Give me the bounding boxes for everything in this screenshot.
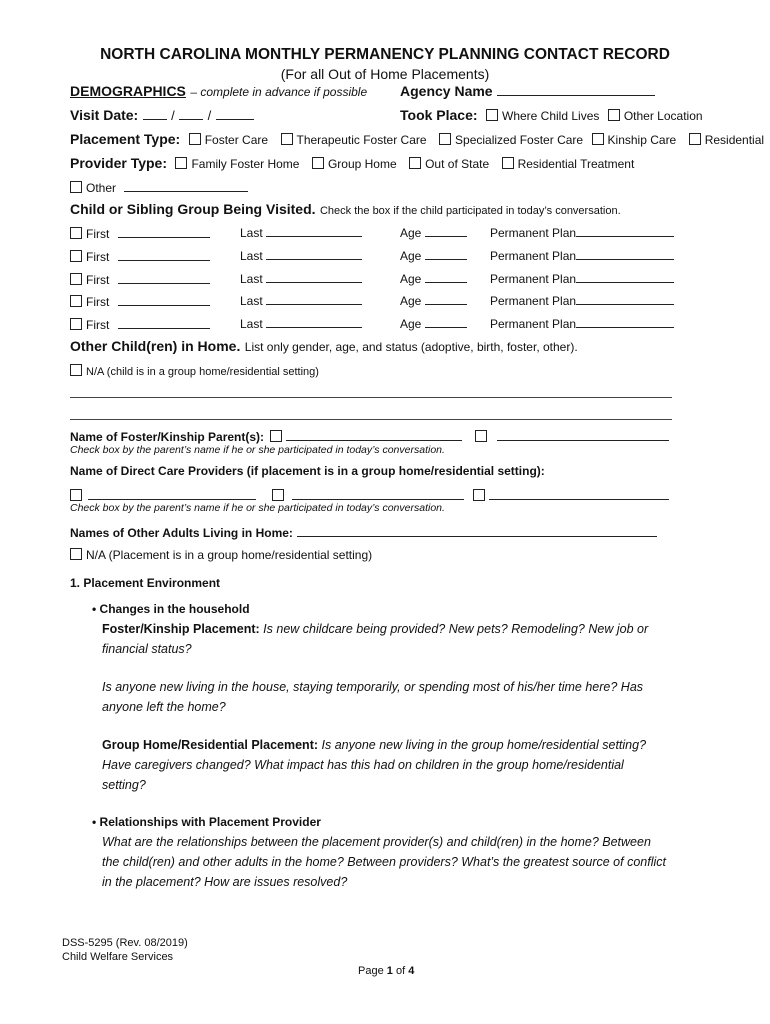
specialized-foster-care-checkbox[interactable] [439,133,451,145]
therapeutic-foster-care-checkbox[interactable] [281,133,293,145]
date-separator: / [207,108,212,123]
other-children-field-line[interactable] [70,397,672,398]
first-name-field[interactable] [118,226,210,238]
direct-care-3-field[interactable] [489,488,669,500]
permanent-plan-cell [490,293,674,308]
group-home-text-cont: Have caregivers changed? What impact has this had on children in the group home/residential [102,758,624,772]
out-of-state-label: Out of State [425,157,490,171]
foster-kinship-label: Foster/Kinship Placement: [102,622,260,636]
last-name-cell [240,293,362,308]
child-row [70,248,210,266]
relationships-text-cont: the child(ren) and other adults in the home? Between providers? What’s the greatest source of conflict [102,855,666,869]
permanent-plan-label: Permanent Plan [490,226,577,240]
date-separator: / [171,108,175,123]
provider-type-row [70,155,634,173]
visit-date-label: Visit Date: [70,107,139,123]
first-name-field[interactable] [118,317,210,329]
specialized-foster-care-label: Specialized Foster Care [455,133,584,147]
age-field[interactable] [425,225,467,237]
permanent-plan-field[interactable] [576,293,674,305]
group-home-text-cont: setting? [102,778,146,792]
permanent-plan-label: Permanent Plan [490,317,577,331]
child-participated-checkbox[interactable] [70,273,82,285]
department: Child Welfare Services [62,951,174,963]
last-name-cell [240,271,362,286]
group-home-question [102,735,646,755]
relationships-title: Relationships with Placement Provider [99,815,321,829]
bullet-icon: • [92,815,97,829]
direct-care-1-checkbox[interactable] [70,489,82,501]
first-name-label: First [86,250,110,264]
first-name-field[interactable] [118,294,210,306]
demographics-label: DEMOGRAPHICS [70,83,186,99]
visit-day-field[interactable] [179,108,203,120]
direct-care-1-field[interactable] [88,488,256,500]
provider-other-field[interactable] [124,180,248,192]
placement-type-label: Placement Type: [70,131,181,147]
age-cell [400,248,467,263]
bullet-icon: • [92,602,97,616]
where-child-lives-checkbox[interactable] [486,109,498,121]
kinship-care-label: Kinship Care [607,133,677,147]
foster-parent-2-checkbox[interactable] [475,430,487,442]
child-participated-checkbox[interactable] [70,295,82,307]
age-label: Age [400,272,422,286]
agency-name-label: Agency Name [400,83,493,99]
permanent-plan-cell [490,316,674,331]
permanent-plan-field[interactable] [576,316,674,328]
last-name-field[interactable] [266,316,362,328]
foster-kinship-text-cont: financial status? [102,642,192,656]
other-children-note: List only gender, age, and status (adoptive, birth, foster, other). [244,340,578,354]
other-adults-label: Names of Other Adults Living in Home: [70,526,293,540]
foster-care-label: Foster Care [204,133,269,147]
other-children-na-label: N/A (child is in a group home/residential setting) [86,366,319,378]
other-children-na-row [70,362,319,380]
foster-parent-1-checkbox[interactable] [270,430,282,442]
permanent-plan-cell [490,225,674,240]
other-adults-field[interactable] [297,525,657,537]
agency-name-field[interactable] [497,84,655,96]
first-name-label: First [86,295,110,309]
residential-label: Residential [704,133,765,147]
residential-checkbox[interactable] [689,133,701,145]
family-foster-home-label: Family Foster Home [191,157,300,171]
other-location-label: Other Location [623,109,703,123]
visit-year-field[interactable] [216,108,254,120]
page-current: 1 [386,965,393,977]
section-1-heading: 1. Placement Environment [70,576,221,590]
direct-care-label: Name of Direct Care Providers (if placement is in a group home/residential setting): [70,464,545,478]
foster-parent-1-field[interactable] [286,429,462,441]
page-of: of [395,965,406,977]
child-group-note: Check the box if the child participated in today’s conversation. [319,205,621,217]
placement-type-row [70,131,764,149]
residential-treatment-label: Residential Treatment [517,157,635,171]
permanent-plan-label: Permanent Plan [490,249,577,263]
age-field[interactable] [425,248,467,260]
foster-kinship-text: Is new childcare being provided? New pets? Remodeling? New job or [263,622,649,636]
group-home-label: Group Home/Residential Placement: [102,738,319,752]
first-name-label: First [86,273,110,287]
age-label: Age [400,249,422,263]
residential-treatment-checkbox[interactable] [502,157,514,169]
other-children-label: Other Child(ren) in Home. [70,338,241,354]
changes-household-title: Changes in the household [99,602,250,616]
foster-parent-2-field[interactable] [497,429,669,441]
first-name-label: First [86,318,110,332]
relationships-text: What are the relationships between the placement provider(s) and child(ren) in the home? Between [102,835,651,849]
child-participated-checkbox[interactable] [70,250,82,262]
first-name-field[interactable] [118,272,210,284]
foster-parents-label: Name of Foster/Kinship Parent(s): [70,430,265,444]
form-subtitle: (For all Out of Home Placements) [280,66,490,82]
child-row [70,316,210,334]
last-name-field[interactable] [266,248,362,260]
permanent-plan-cell [490,271,674,286]
group-home-label: Group Home [327,157,397,171]
direct-care-2-checkbox[interactable] [272,489,284,501]
last-name-cell [240,248,362,263]
first-name-field[interactable] [118,249,210,261]
page-total: 4 [408,965,415,977]
other-adults-na-label: N/A (Placement is in a group home/residential setting) [86,548,373,562]
other-adults-row [70,524,657,542]
bullet-changes-household [92,602,250,616]
age-cell [400,316,467,331]
demographics-note: – complete in advance if possible [190,85,368,99]
direct-care-3-checkbox[interactable] [473,489,485,501]
took-place-row [400,107,703,125]
foster-parents-note: Check box by the parent’s name if he or she participated in today’s conversation. [70,444,445,456]
out-of-state-checkbox[interactable] [409,157,421,169]
permanent-plan-label: Permanent Plan [490,294,577,308]
child-group-label: Child or Sibling Group Being Visited. [70,201,316,217]
first-name-label: First [86,227,110,241]
age-cell [400,225,467,240]
form-title: NORTH CAROLINA MONTHLY PERMANENCY PLANNING CONTACT RECORD [100,46,670,63]
age-field[interactable] [425,316,467,328]
took-place-label: Took Place: [400,107,478,123]
provider-other-label: Other [86,181,117,195]
other-children-header [70,338,578,356]
permanent-plan-label: Permanent Plan [490,272,577,286]
family-foster-home-checkbox[interactable] [175,157,187,169]
bullet-relationships [92,815,321,829]
demographics-header [70,83,367,101]
permanent-plan-cell [490,248,674,263]
visit-month-field[interactable] [143,108,167,120]
form-id: DSS-5295 (Rev. 08/2019) [62,937,188,949]
other-adults-na-row [70,546,372,564]
last-name-label: Last [240,317,263,331]
last-name-label: Last [240,294,263,308]
last-name-field[interactable] [266,271,362,283]
last-name-cell [240,225,362,240]
child-participated-checkbox[interactable] [70,318,82,330]
new-residents-question-cont: anyone left the home? [102,700,226,714]
direct-care-2-field[interactable] [292,488,464,500]
age-label: Age [400,317,422,331]
group-home-checkbox[interactable] [312,157,324,169]
visit-date-row [70,107,254,125]
other-location-checkbox[interactable] [608,109,620,121]
age-field[interactable] [425,293,467,305]
other-children-field-line[interactable] [70,419,672,420]
last-name-field[interactable] [266,225,362,237]
other-adults-na-checkbox[interactable] [70,548,82,560]
new-residents-question: Is anyone new living in the house, staying temporarily, or spending most of his/her time here? Has [102,680,644,694]
age-cell [400,293,467,308]
last-name-label: Last [240,249,263,263]
age-cell [400,271,467,286]
group-home-text: Is anyone new living in the group home/residential setting? [321,738,647,752]
page-prefix: Page [358,965,384,977]
child-participated-checkbox[interactable] [70,227,82,239]
agency-name-row [400,83,655,101]
kinship-care-checkbox[interactable] [592,133,604,145]
page-number [358,965,414,977]
permanent-plan-field[interactable] [576,225,674,237]
child-row [70,293,210,311]
where-child-lives-label: Where Child Lives [502,109,600,123]
last-name-label: Last [240,226,263,240]
last-name-label: Last [240,272,263,286]
age-field[interactable] [425,271,467,283]
foster-care-checkbox[interactable] [189,133,201,145]
age-label: Age [400,294,422,308]
relationships-text-cont: in the placement? How are issues resolved? [102,875,348,889]
child-group-header [70,201,621,219]
child-row [70,271,210,289]
foster-kinship-question [102,619,648,639]
permanent-plan-field[interactable] [576,248,674,260]
provider-other-row [70,179,248,197]
provider-type-label: Provider Type: [70,155,167,171]
provider-other-checkbox[interactable] [70,181,82,193]
therapeutic-foster-care-label: Therapeutic Foster Care [296,133,427,147]
last-name-field[interactable] [266,293,362,305]
child-row [70,225,210,243]
other-children-na-checkbox[interactable] [70,364,82,376]
permanent-plan-field[interactable] [576,271,674,283]
age-label: Age [400,226,422,240]
last-name-cell [240,316,362,331]
direct-care-note: Check box by the parent’s name if he or she participated in today’s conversation. [70,502,445,514]
